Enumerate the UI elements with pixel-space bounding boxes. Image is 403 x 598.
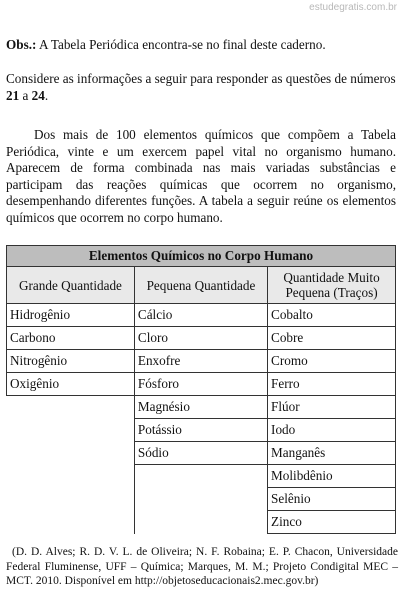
large-quantity-cell [7, 396, 135, 419]
trace-quantity-cell: Zinco [268, 511, 396, 534]
body-paragraph: Dos mais de 100 elementos químicos que compõem a Tabela Periódica, vinte e um exercem papel vital no organismo humano. Aparecem de forma combinada nas mais variadas substâncias e participam das reações químicas que ocorrem no organismo, desempenhando diferentes funções. A tabela a seguir reúne os elementos químicos que ocorrem no corpo humano. [6, 127, 396, 225]
table-row [7, 396, 396, 419]
small-quantity-cell [134, 511, 267, 534]
large-quantity-cell [7, 488, 135, 511]
table-header-row [7, 267, 396, 304]
trace-quantity-cell: Cobre [268, 327, 396, 350]
large-quantity-cell: Hidrogênio [7, 304, 135, 327]
trace-quantity-cell: Iodo [268, 419, 396, 442]
obs-label: Obs.: [6, 37, 37, 52]
question-start: 21 [6, 87, 20, 103]
table-row [7, 488, 396, 511]
trace-quantity-cell: Flúor [268, 396, 396, 419]
trace-quantity-cell: Cobalto [268, 304, 396, 327]
small-quantity-cell: Cloro [134, 327, 267, 350]
small-quantity-cell: Enxofre [134, 350, 267, 373]
table-row [7, 350, 396, 373]
header-large-quantity: Grande Quantidade [7, 267, 135, 304]
small-quantity-cell: Cálcio [134, 304, 267, 327]
watermark: estudegratis.com.br [309, 2, 397, 13]
small-quantity-cell: Magnésio [134, 396, 267, 419]
trace-quantity-cell: Ferro [268, 373, 396, 396]
intro-text: Considere as informações a seguir para responder as questões de números [6, 71, 396, 86]
elements-table [6, 245, 396, 534]
large-quantity-cell [7, 419, 135, 442]
small-quantity-cell [134, 488, 267, 511]
table-row [7, 511, 396, 534]
intro-instruction [6, 71, 396, 104]
obs-text: A Tabela Periódica encontra-se no final deste caderno. [36, 37, 326, 52]
large-quantity-cell [7, 442, 135, 465]
small-quantity-cell: Sódio [134, 442, 267, 465]
intro-connector: a [19, 87, 32, 103]
trace-quantity-cell: Selênio [268, 488, 396, 511]
header-trace-quantity: Quantidade Muito Pequena (Traços) [268, 267, 396, 304]
small-quantity-cell: Fósforo [134, 373, 267, 396]
trace-quantity-cell: Cromo [268, 350, 396, 373]
small-quantity-cell: Potássio [134, 419, 267, 442]
large-quantity-cell: Nitrogênio [7, 350, 135, 373]
elements-table-container [6, 245, 396, 534]
observation-note [6, 37, 396, 54]
trace-quantity-cell: Manganês [268, 442, 396, 465]
table-row [7, 304, 396, 327]
table-row [7, 465, 396, 488]
trace-quantity-cell: Molibdênio [268, 465, 396, 488]
large-quantity-cell: Oxigênio [7, 373, 135, 396]
table-title: Elementos Químicos no Corpo Humano [7, 246, 396, 267]
header-small-quantity: Pequena Quantidade [134, 267, 267, 304]
table-row [7, 419, 396, 442]
large-quantity-cell [7, 465, 135, 488]
table-row [7, 373, 396, 396]
question-end: 24 [31, 87, 45, 103]
table-row [7, 327, 396, 350]
large-quantity-cell: Carbono [7, 327, 135, 350]
table-row [7, 442, 396, 465]
table-body [7, 304, 396, 534]
source-reference: (D. D. Alves; R. D. V. L. de Oliveira; N. F. Robaina; E. P. Chacon, Universidade Federal Fluminense, UFF – Química; Marques, M. M.; Projeto Condigital MEC – MCT. 2010. Disponível em http://objetoseducacionais2.mec.gov.br) [6, 546, 398, 587]
small-quantity-cell [134, 465, 267, 488]
large-quantity-cell [7, 511, 135, 534]
intro-period: . [44, 87, 49, 103]
